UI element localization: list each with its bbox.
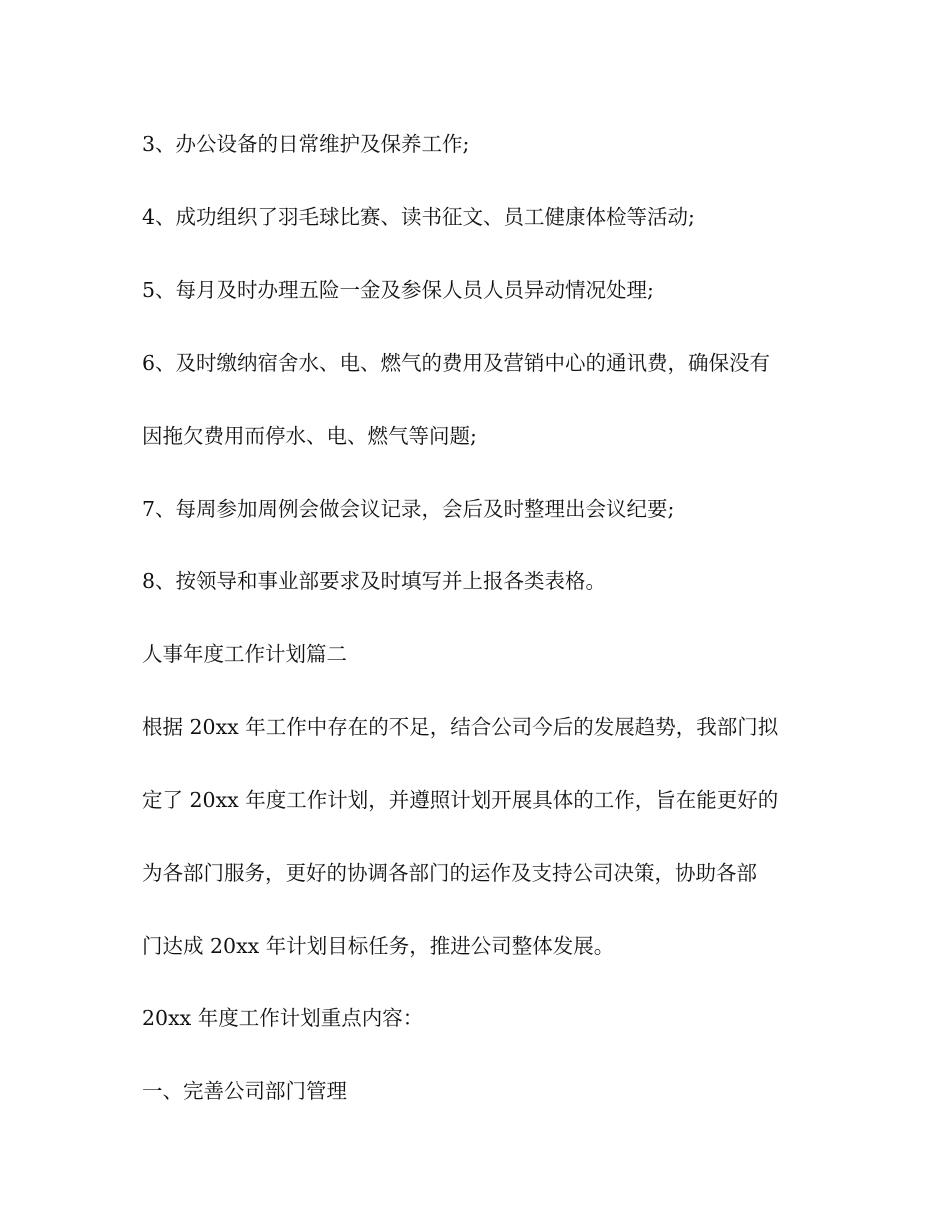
text-line: 4、成功组织了羽毛球比赛、读书征文、员工健康体检等活动;	[142, 205, 695, 229]
text-line: 5、每月及时办理五险一金及参保人员人员异动情况处理;	[142, 278, 654, 302]
text-line: 为各部门服务，更好的协调各部门的运作及支持公司决策，协助各部	[142, 861, 757, 885]
text-line: 8、按领导和事业部要求及时填写并上报各类表格。	[142, 569, 607, 593]
text-line: 根据 20xx 年工作中存在的不足，结合公司今后的发展趋势，我部门拟	[142, 715, 779, 739]
text-line: 门达成 20xx 年计划目标任务，推进公司整体发展。	[142, 934, 615, 958]
text-line: 因拖欠费用而停水、电、燃气等问题;	[142, 424, 477, 448]
text-line: 20xx 年度工作计划重点内容：	[142, 1006, 424, 1030]
section-heading: 一、完善公司部门管理	[142, 1079, 347, 1103]
text-line: 3、办公设备的日常维护及保养工作;	[142, 132, 470, 156]
section-heading: 人事年度工作计划篇二	[142, 642, 347, 666]
text-line: 6、及时缴纳宿舍水、电、燃气的费用及营销中心的通讯费，确保没有	[142, 351, 771, 375]
text-line: 7、每周参加周例会做会议记录，会后及时整理出会议纪要;	[142, 497, 675, 521]
text-line: 定了 20xx 年度工作计划，并遵照计划开展具体的工作，旨在能更好的	[142, 788, 779, 812]
